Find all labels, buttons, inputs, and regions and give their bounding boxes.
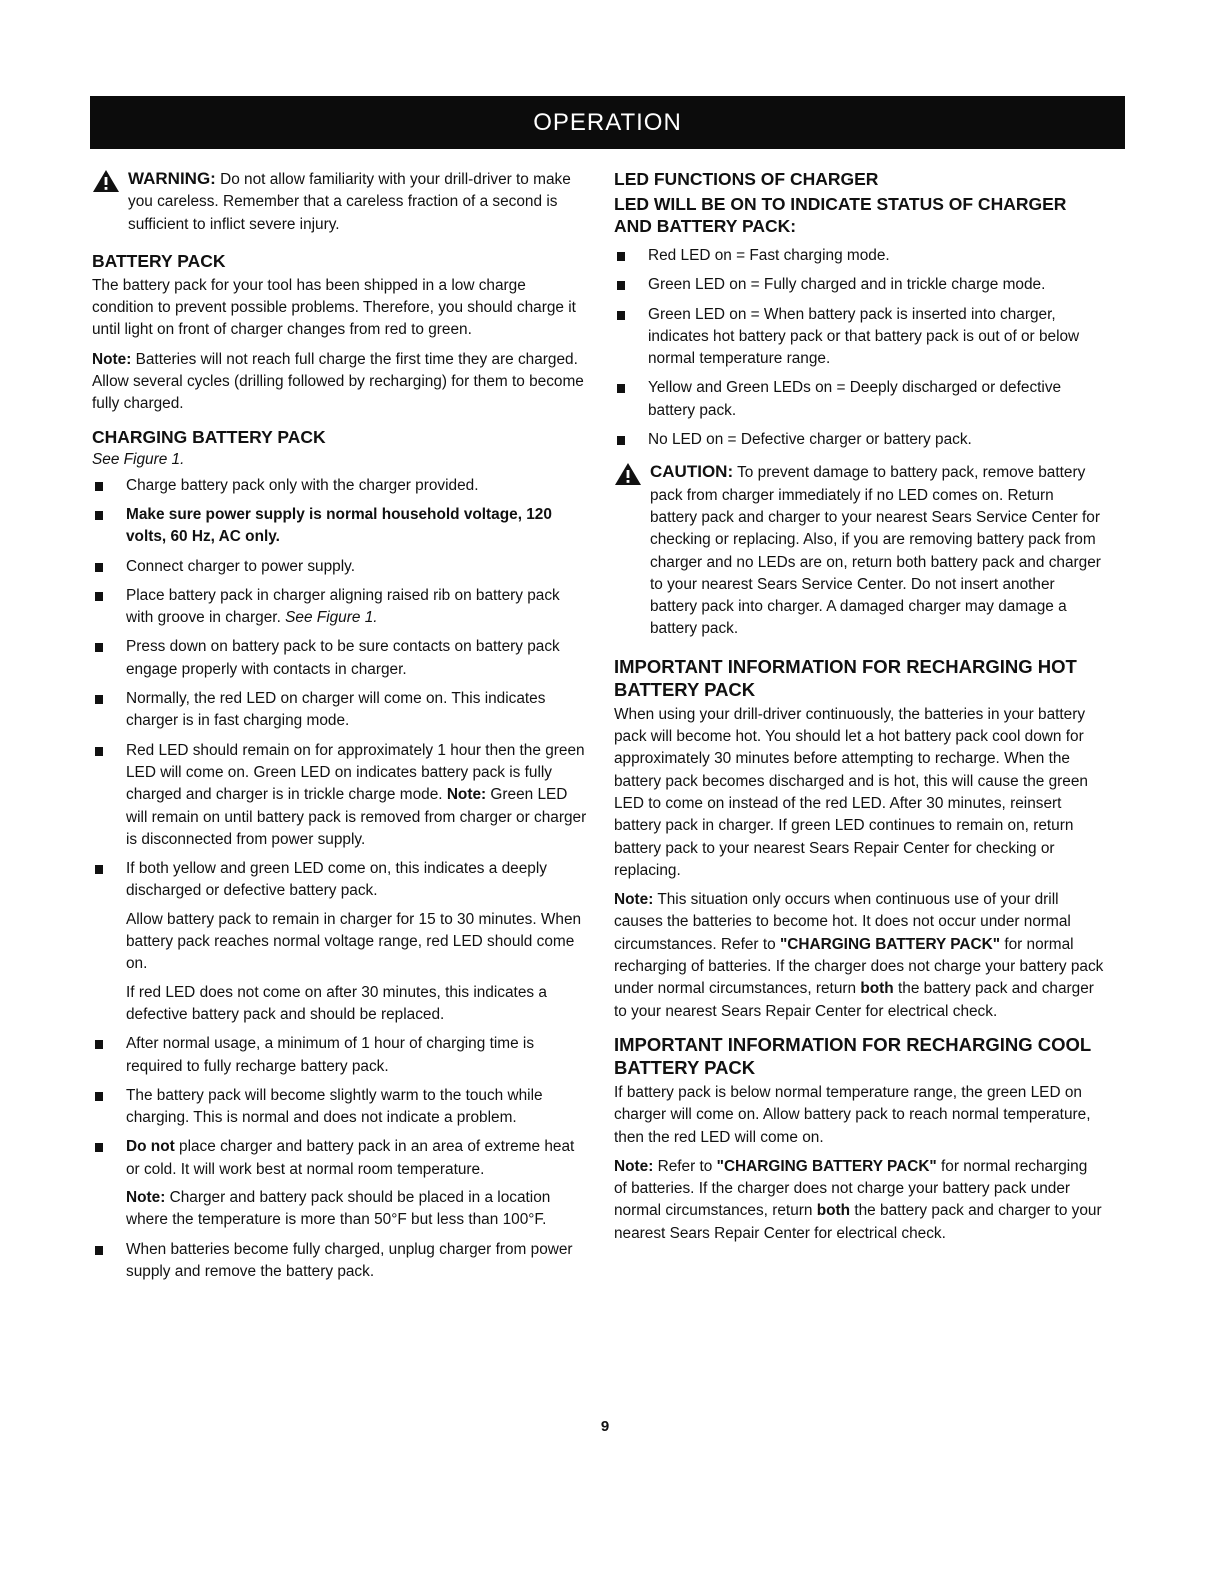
note-text: Batteries will not reach full charge the first time they are charged. Allow several cycles (drilling followed by recharging) for them to become fully charged. — [92, 350, 584, 413]
caution-triangle-icon — [614, 462, 642, 486]
list-item-continuation — [126, 1187, 590, 1232]
warning-triangle-icon — [92, 169, 120, 193]
section-reference: "CHARGING BATTERY PACK" — [716, 1157, 937, 1175]
note-text: This situation only occurs when continuous use of your drill causes the batteries to become hot. It does not occur under normal circumstances. Refer to — [614, 891, 1071, 953]
emphasis-text: both — [860, 980, 894, 998]
section-reference: "CHARGING BATTERY PACK" — [779, 935, 1001, 953]
emphasis-text: Do not — [126, 1138, 175, 1156]
led-functions-heading: LED FUNCTIONS OF CHARGER — [614, 169, 879, 189]
note-label: Note: — [614, 1157, 654, 1175]
cool-battery-note — [614, 1156, 1104, 1245]
caution-label: CAUTION: — [650, 462, 734, 482]
note-label: Note: — [446, 786, 487, 804]
cool-battery-paragraph: If battery pack is below normal temperature range, the green LED on charger will come on. Allow battery pack to reach normal temperature, then the red LED will come on. — [614, 1083, 1091, 1146]
figure-reference: See Figure 1. — [285, 609, 378, 627]
battery-pack-note — [92, 349, 590, 416]
list-item-text: Place battery pack in charger aligning raised rib on battery pack with groove in charger. — [126, 586, 560, 627]
charging-steps-list — [92, 475, 590, 1284]
note-label: Note: — [92, 350, 132, 368]
list-item: Yellow and Green LEDs on = Deeply discharged or defective battery pack. — [614, 377, 1104, 422]
note-text: the battery pack and charger to your nearest Sears Repair Center for electrical check. — [614, 1202, 1102, 1242]
note-text: the battery pack and charger to your nearest Sears Repair Center for electrical check. — [614, 980, 1094, 1020]
list-item: Make sure power supply is normal household voltage, 120 volts, 60 Hz, AC only. — [92, 504, 590, 549]
hot-battery-paragraph: When using your drill-driver continuously, the batteries in your battery pack will become hot. You should let a hot battery pack cool down for approximately 30 minutes before attempting to recharge. When the battery pack becomes discharged and is hot, this will cause the green LED to come on instead of the red LED. After 30 minutes, reinsert battery pack in charger. If green LED continues to remain on, return battery pack to your nearest Sears Repair Center for checking or replacing. — [614, 705, 1088, 879]
list-item-text: place charger and battery pack in an area of extreme heat or cold. It will work best at normal room temperature. — [126, 1138, 575, 1178]
warning-text — [128, 168, 590, 236]
hot-battery-heading: IMPORTANT INFORMATION FOR RECHARGING HOT BATTERY PACK — [614, 655, 1077, 700]
note-text: for normal recharging of batteries. If the charger does not charge your battery pack under normal circumstances, return — [614, 935, 1104, 998]
list-item: When batteries become fully charged, unplug charger from power supply and remove the battery pack. — [92, 1239, 590, 1284]
list-item: No LED on = Defective charger or battery pack. — [614, 429, 1104, 451]
cool-battery-heading: IMPORTANT INFORMATION FOR RECHARGING COOL BATTERY PACK — [614, 1033, 1091, 1078]
list-item-continuation: Allow battery pack to remain in charger for 15 to 30 minutes. When battery pack reaches normal voltage range, red LED should come on. — [126, 910, 582, 973]
warning-body: Do not allow familiarity with your drill-driver to make you careless. Remember that a careless fraction of a second is sufficient to inflict severe injury. — [128, 171, 571, 233]
battery-pack-paragraph: The battery pack for your tool has been shipped in a low charge condition to prevent possible problems. Therefore, you should charge it until light on front of charger changes from red to green. — [92, 276, 576, 339]
note-label: Note: — [126, 1188, 166, 1206]
list-item-text: If both yellow and green LED come on, this indicates a deeply discharged or defective battery pack. — [126, 860, 547, 900]
note-text: Refer to — [657, 1157, 713, 1175]
page-number: 9 — [600, 1418, 610, 1435]
list-item-text: Red LED should remain on for approximately 1 hour then the green LED will come on. Green LED on indicates battery pack is fully charged and charger is in trickle charge mode. — [126, 741, 585, 804]
right-column — [614, 168, 1104, 1252]
caution-body: To prevent damage to battery pack, remove battery pack from charger immediately if no LED comes on. Return battery pack and charger to your nearest Sears Service Center for checking or replacing. Also, if you are removing battery pack from charger and no LEDs are on, return both battery pack and charger to your nearest Sears Service Center. Do not insert another battery pack into charger. A damaged charger may damage a battery pack. — [650, 464, 1101, 638]
list-item: Green LED on = Fully charged and in trickle charge mode. — [614, 274, 1104, 296]
note-label: Note: — [614, 891, 654, 909]
see-figure-ref: See Figure 1. — [92, 450, 185, 468]
list-item-continuation: If red LED does not come on after 30 minutes, this indicates a defective battery pack and should be replaced. — [126, 983, 547, 1023]
caution-text — [650, 461, 1104, 640]
led-status-list — [614, 245, 1104, 451]
list-item: Press down on battery pack to be sure contacts on battery pack engage properly with contacts in charger. — [92, 636, 590, 681]
caution-block — [614, 461, 1104, 640]
warning-label: WARNING: — [128, 169, 216, 188]
note-text: Charger and battery pack should be placed in a location where the temperature is more than 50°F but less than 100°F. — [126, 1188, 551, 1229]
list-item: Green LED on = When battery pack is inserted into charger, indicates hot battery pack or that battery pack is out of or below normal temperature range. — [614, 304, 1104, 371]
hot-battery-note — [614, 889, 1104, 1023]
emphasis-text: both — [816, 1202, 851, 1220]
list-item: Red LED on = Fast charging mode. — [614, 245, 1104, 267]
battery-pack-heading: BATTERY PACK — [92, 250, 226, 271]
list-item: The battery pack will become slightly warm to the touch while charging. This is normal and does not indicate a problem. — [92, 1085, 590, 1130]
left-column — [92, 168, 590, 1293]
list-item — [92, 858, 590, 1026]
list-item: Normally, the red LED on charger will come on. This indicates charger is in fast charging mode. — [92, 688, 590, 733]
note-text: for normal recharging of batteries. If the charger does not charge your battery pack under normal circumstances, return — [614, 1157, 1088, 1220]
note-text: Green LED will remain on until battery pack is removed from charger or charger is disconnected from power supply. — [126, 786, 587, 848]
banner-title: OPERATION — [533, 108, 682, 136]
list-item: Charge battery pack only with the charger provided. — [92, 475, 590, 497]
charging-heading: CHARGING BATTERY PACK — [92, 426, 326, 447]
list-item — [92, 585, 590, 630]
list-item: After normal usage, a minimum of 1 hour of charging time is required to fully recharge battery pack. — [92, 1033, 590, 1078]
list-item — [92, 1136, 590, 1231]
led-status-heading: LED WILL BE ON TO INDICATE STATUS OF CHARGER AND BATTERY PACK: — [614, 194, 1067, 236]
list-item — [92, 740, 590, 851]
warning-block — [92, 168, 590, 236]
section-banner — [90, 96, 1125, 149]
list-item: Connect charger to power supply. — [92, 556, 590, 578]
